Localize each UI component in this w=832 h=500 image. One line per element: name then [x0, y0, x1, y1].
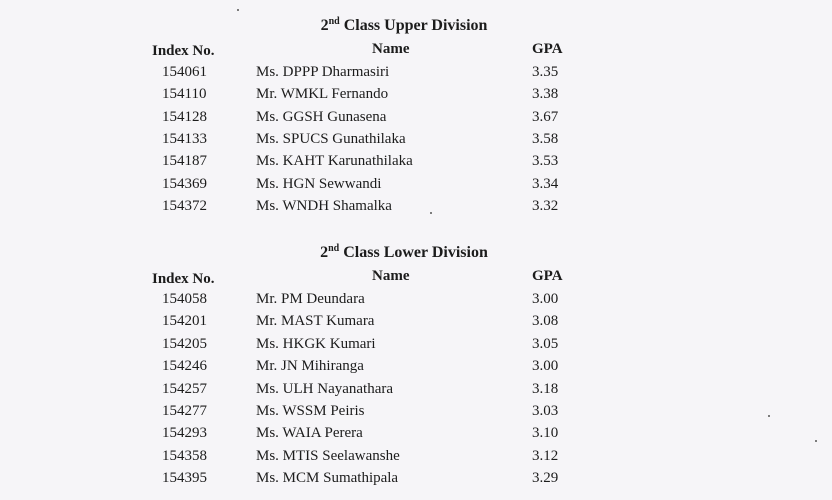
index-cell: 154372	[162, 197, 207, 214]
index-cell: 154133	[162, 130, 207, 147]
gpa-cell: 3.18	[532, 380, 559, 397]
table-row	[0, 425, 832, 447]
name-cell: Ms. HKGK Kumari	[256, 335, 376, 352]
upper-index-header: Index No.	[152, 43, 215, 59]
name-cell: Ms. DPPP Dharmasiri	[256, 64, 390, 80]
name-cell: Mr. JN Mihiranga	[256, 358, 364, 375]
index-cell: 154058	[162, 291, 207, 307]
gpa-cell: 3.00	[532, 358, 559, 375]
table-row	[0, 313, 832, 335]
name-cell: Mr. PM Deundara	[256, 291, 365, 307]
lower-title-text: Class Lower Division	[339, 244, 488, 261]
lower-gpa-header: GPA	[532, 268, 563, 284]
table-row	[0, 448, 832, 470]
table-row	[0, 336, 832, 358]
index-cell: 154257	[162, 380, 207, 397]
gpa-cell: 3.08	[532, 313, 559, 330]
gpa-cell: 3.67	[532, 108, 559, 125]
table-row	[0, 176, 832, 198]
upper-title-text: Class Upper Division	[339, 17, 488, 34]
index-cell: 154110	[162, 86, 207, 103]
index-cell: 154201	[162, 313, 207, 330]
index-cell: 154246	[162, 358, 207, 375]
gpa-cell: 3.05	[532, 335, 559, 352]
lower-division-title	[0, 244, 808, 262]
gpa-cell: 3.34	[532, 175, 559, 192]
table-row	[0, 86, 832, 108]
lower-title-number: 2	[320, 244, 329, 261]
gpa-cell: 3.12	[532, 447, 559, 464]
upper-name-header: Name	[372, 41, 410, 57]
lower-title-suffix: nd	[328, 243, 340, 254]
table-row	[0, 381, 832, 403]
upper-title-suffix: nd	[328, 16, 340, 27]
gpa-cell: 3.58	[532, 130, 559, 147]
index-cell: 154293	[162, 425, 207, 442]
upper-division-title	[0, 17, 808, 35]
index-cell: 154187	[162, 153, 207, 170]
gpa-cell: 3.29	[532, 470, 559, 487]
gpa-cell: 3.35	[532, 64, 559, 80]
upper-title-number: 2	[320, 17, 329, 34]
lower-name-header: Name	[372, 268, 410, 284]
index-cell: 154358	[162, 447, 207, 464]
name-cell: Ms. MTIS Seelawanshe	[256, 447, 400, 464]
table-row	[0, 470, 832, 492]
name-cell: Ms. ULH Nayanathara	[256, 380, 394, 397]
gpa-cell: 3.00	[532, 291, 559, 307]
name-cell: Mr. WMKL Fernando	[256, 86, 389, 103]
name-cell: Ms. HGN Sewwandi	[256, 175, 382, 192]
index-cell: 154128	[162, 108, 207, 125]
table-row	[0, 358, 832, 380]
upper-gpa-header: GPA	[532, 41, 563, 57]
scan-speck	[768, 415, 770, 417]
name-cell: Mr. MAST Kumara	[256, 313, 375, 330]
name-cell: Ms. GGSH Gunasena	[256, 108, 387, 125]
table-row	[0, 64, 832, 86]
gpa-cell: 3.32	[532, 197, 559, 214]
scan-speck	[430, 212, 432, 214]
scan-speck	[815, 440, 817, 442]
gpa-cell: 3.53	[532, 153, 559, 170]
table-row	[0, 198, 832, 220]
index-cell: 154395	[162, 470, 207, 487]
table-row	[0, 131, 832, 153]
gpa-cell: 3.10	[532, 425, 559, 442]
name-cell: Ms. WAIA Perera	[256, 425, 363, 442]
table-row	[0, 403, 832, 425]
index-cell: 154277	[162, 403, 207, 419]
table-row	[0, 153, 832, 175]
table-row	[0, 109, 832, 131]
name-cell: Ms. WNDH Shamalka	[256, 197, 392, 214]
gpa-cell: 3.38	[532, 86, 559, 103]
gpa-cell: 3.03	[532, 403, 559, 419]
table-row	[0, 291, 832, 313]
lower-index-header: Index No.	[152, 271, 215, 287]
name-cell: Ms. SPUCS Gunathilaka	[256, 130, 406, 147]
name-cell: Ms. WSSM Peiris	[256, 403, 365, 419]
index-cell: 154205	[162, 335, 207, 352]
name-cell: Ms. KAHT Karunathilaka	[256, 153, 413, 170]
name-cell: Ms. MCM Sumathipala	[256, 470, 399, 487]
index-cell: 154061	[162, 64, 207, 80]
scan-speck	[237, 9, 239, 11]
index-cell: 154369	[162, 175, 207, 192]
